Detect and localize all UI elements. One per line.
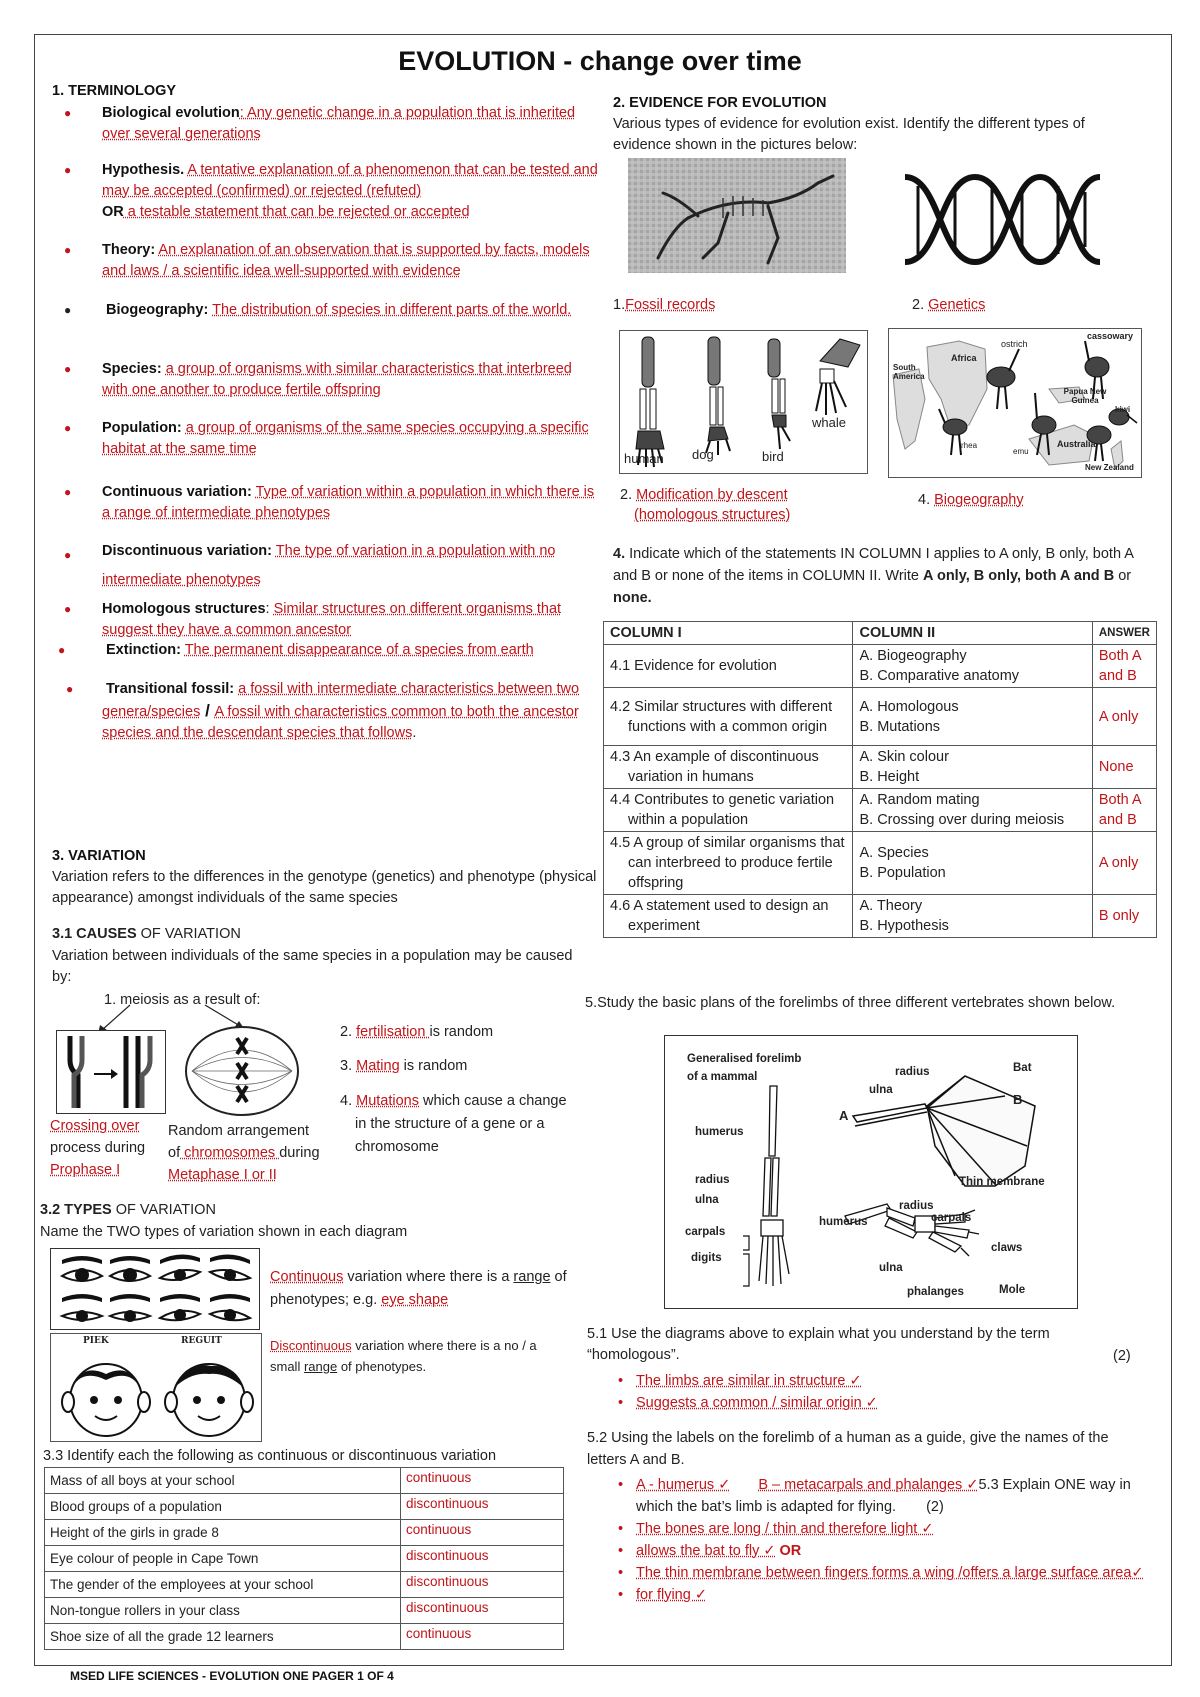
q53-answer: • for flying ✓	[610, 1584, 1150, 1606]
variation-item: Height of the girls in grade 8	[45, 1520, 401, 1546]
answer-cell: B only	[1092, 895, 1156, 938]
cause-fertilisation: 2. fertilisation is random	[340, 1024, 494, 1040]
column1-statement: 4.4 Contributes to genetic variation within a population	[610, 792, 835, 828]
option-a: A. Theory	[859, 898, 923, 914]
variation-item: Non-tongue rollers in your class	[45, 1598, 401, 1624]
q51-marks: (2)	[1113, 1348, 1131, 1364]
option-a: A. Skin colour	[859, 749, 949, 765]
piek-label: PIEK	[83, 1336, 109, 1346]
term-biogeography: ● Biogeography: The distribution of species in different parts of the world.	[60, 300, 600, 321]
label-south-america: South America	[893, 363, 925, 381]
bullet-icon: ●	[64, 106, 72, 120]
term-homologous-structures: ● Homologous structures: Similar structures on different organisms that suggest they have a common ancestor	[64, 601, 562, 638]
label-mole-carpals: carpals	[931, 1212, 972, 1224]
faces-icon	[51, 1334, 261, 1441]
label-radius: radius	[695, 1174, 730, 1186]
table-row	[45, 1572, 564, 1598]
option-a: A. Homologous	[859, 698, 959, 715]
terminology-heading: 1. TERMINOLOGY	[52, 83, 177, 99]
label-mole: Mole	[999, 1284, 1026, 1296]
ear-lobes-diagram	[50, 1333, 262, 1442]
label-new-zealand: New Zealand	[1085, 463, 1134, 472]
col1-header: COLUMN I	[604, 622, 853, 645]
term-continuous-variation: ● Continuous variation: Type of variation within a population in which there is a range of intermediate phenotypes	[64, 484, 595, 521]
crossing-over-diagram	[56, 1030, 166, 1114]
variation-table	[44, 1467, 564, 1650]
label-b: B	[1013, 1092, 1023, 1107]
variation-answer: discontinuous	[401, 1546, 564, 1572]
variation-item: Blood groups of a population	[45, 1494, 401, 1520]
page-footer: MSED LIFE SCIENCES - EVOLUTION ONE PAGER 1 OF 4	[70, 1669, 394, 1683]
table-row	[45, 1468, 564, 1494]
label-thin-membrane: Thin membrane	[959, 1176, 1045, 1188]
option-b: B. Comparative anatomy	[859, 668, 1020, 684]
cause-mutations: 4. Mutations which cause a change in the structure of a gene or a chromosome	[340, 1093, 567, 1155]
variation-answer: discontinuous	[401, 1598, 564, 1624]
table-row	[604, 789, 1157, 832]
label-ostrich: ostrich	[1001, 339, 1028, 349]
bullet-icon: ●	[64, 243, 72, 257]
option-b: B. Mutations	[859, 718, 941, 735]
term-species: ● Species: a group of organisms with similar characteristics that interbreed with one another to produce fertile offspring	[64, 361, 572, 398]
label-whale: whale	[812, 415, 846, 430]
bullet-icon: ●	[64, 602, 72, 616]
col2-header: COLUMN II	[853, 622, 1092, 645]
term-transitional-fossil: ● Transitional fossil: a fossil with intermediate characteristics between two genera/species / A fossil with characteristics common to both the ancestor species and the descendant species that follows.	[66, 681, 580, 741]
label-kiwi: kiwi	[1115, 405, 1131, 414]
label-mole-radius: radius	[899, 1200, 934, 1212]
types-intro: Name the TWO types of variation shown in each diagram	[40, 1224, 408, 1240]
label-emu: emu	[1013, 447, 1029, 456]
variation-answer: continuous	[401, 1520, 564, 1546]
variation-intro: Variation refers to the differences in the genotype (genetics) and phenotype (physical appearance) amongst individuals of the same species	[52, 869, 597, 906]
answer-cell: A only	[1092, 832, 1156, 895]
column1-statement: 4.3 An example of discontinuous variation in humans	[610, 749, 819, 785]
cause-meiosis: 1. meiosis as a result of:	[104, 992, 261, 1008]
label-bat: Bat	[1013, 1062, 1032, 1074]
option-a: A. Species	[859, 845, 929, 861]
q52-question: 5.2 Using the labels on the forelimb of a human as a guide, give the names of the letters A and B.	[587, 1430, 1109, 1468]
table-row	[45, 1546, 564, 1572]
variation-item: Eye colour of people in Cape Town	[45, 1546, 401, 1572]
label-mole-ulna: ulna	[879, 1262, 903, 1274]
q51-question: 5.1 Use the diagrams above to explain what you understand by the term “homologous”.	[587, 1326, 1050, 1363]
evidence-intro: Various types of evidence for evolution exist. Identify the different types of evidence shown in the pictures below:	[613, 116, 1085, 153]
label-ulna: ulna	[695, 1194, 719, 1206]
bullet-icon: ●	[58, 643, 66, 657]
variation-answer: discontinuous	[401, 1494, 564, 1520]
option-b: B. Height	[859, 769, 920, 785]
table-row	[45, 1494, 564, 1520]
causes-intro: Variation between individuals of the same species in a population may be caused by:	[52, 948, 573, 985]
bullet-icon: ●	[64, 303, 72, 317]
discontinuous-answer: Discontinuous variation where there is a no / a small range of phenotypes.	[270, 1338, 537, 1374]
homologous-limbs-image	[619, 330, 868, 474]
variation-item: Shoe size of all the grade 12 learners	[45, 1624, 401, 1650]
metaphase-cell-diagram	[182, 1024, 302, 1118]
reguit-label: REGUIT	[181, 1336, 222, 1346]
label-mole-humerus: humerus	[819, 1216, 868, 1228]
table-row	[604, 895, 1157, 938]
q53-answer: • The thin membrane between fingers forms a wing /offers a large surface area✓	[610, 1562, 1150, 1584]
forelimb-figure	[664, 1035, 1078, 1309]
q51-answers	[610, 1370, 1130, 1414]
label-carpals: carpals	[685, 1226, 726, 1238]
answer-header: ANSWER	[1092, 622, 1156, 645]
answer-cell: A only	[1092, 688, 1156, 746]
fig1-caption: 1.Fossil records	[613, 297, 716, 313]
label-humerus: humerus	[695, 1126, 744, 1138]
bullet-icon: ●	[64, 362, 72, 376]
label-dog: dog	[692, 447, 714, 462]
variation-answer: continuous	[401, 1624, 564, 1650]
q52-answer: • A - humerus ✓ B – metacarpals and phalanges ✓5.3 Explain ONE way in which the bat’s limb is adapted for flying. (2)	[610, 1474, 1150, 1518]
dna-helix-image	[900, 172, 1105, 267]
option-a: A. Biogeography	[859, 648, 967, 664]
q52-q53-answers	[610, 1474, 1150, 1606]
label-rhea: rhea	[961, 441, 978, 450]
answer-cell: Both A and B	[1092, 645, 1156, 688]
fig2-caption: 2. Genetics	[912, 297, 986, 313]
answer-cell: None	[1092, 746, 1156, 789]
random-arrangement-caption: Random arrangement of chromosomes during Metaphase I or II	[168, 1123, 320, 1183]
column1-statement: 4.6 A statement used to design an experiment	[610, 898, 829, 934]
variation-answer: discontinuous	[401, 1572, 564, 1598]
q53-answer: • The bones are long / thin and therefore light ✓	[610, 1518, 1150, 1540]
q4-instructions: 4. Indicate which of the statements IN COLUMN I applies to A only, B only, both A and B or none of the items in COLUMN II. Write A only, B only, both A and B or none.	[613, 546, 1134, 606]
term-extinction: ● Extinction: The permanent disappearance of a species from earth	[54, 640, 594, 661]
variation-item: The gender of the employees at your school	[45, 1572, 401, 1598]
label-papua-new-guinea: Papua New Guinea	[1063, 387, 1107, 405]
option-b: B. Crossing over during meiosis	[859, 812, 1065, 828]
term-discontinuous-variation: ● Discontinuous variation: The type of variation in a population with no intermediate phenotypes	[64, 543, 556, 588]
bullet-icon: ●	[64, 163, 72, 177]
variation-heading: 3. VARIATION	[52, 848, 146, 864]
crossing-over-caption: Crossing over process during Prophase I	[50, 1118, 146, 1178]
column1-statement: 4.1 Evidence for evolution	[610, 658, 777, 674]
fig3-caption: 2. Modification by descent (homologous structures)	[620, 487, 791, 523]
answer-cell: Both A and B	[1092, 789, 1156, 832]
table-row	[45, 1520, 564, 1546]
label-bat-radius: radius	[895, 1066, 930, 1078]
table-row	[45, 1598, 564, 1624]
identify-heading: 3.3 Identify each the following as continuous or discontinuous variation	[43, 1448, 497, 1464]
evidence-heading: 2. EVIDENCE FOR EVOLUTION	[613, 95, 827, 111]
table-row	[604, 832, 1157, 895]
table-row	[45, 1624, 564, 1650]
cause-mating: 3. Mating is random	[340, 1058, 468, 1074]
label-australia: Australia	[1057, 439, 1096, 449]
column1-statement: 4.5 A group of similar organisms that can interbreed to produce fertile offspring	[610, 835, 845, 891]
label-bird: bird	[762, 449, 784, 464]
q5-intro: 5.Study the basic plans of the forelimbs of three different vertebrates shown below.	[585, 995, 1116, 1011]
label-claws: claws	[991, 1242, 1023, 1254]
table-row	[604, 688, 1157, 746]
term-theory: ● Theory: An explanation of an observation that is supported by facts, models and laws / a scientific idea well-supported with evidence	[64, 242, 590, 279]
label-phalanges: phalanges	[907, 1286, 964, 1298]
table-row	[604, 746, 1157, 789]
label-cassowary: cassowary	[1087, 331, 1134, 341]
term-population: ● Population: a group of organisms of the same species occupying a specific habitat at the same time	[64, 420, 589, 457]
bullet-icon: ●	[64, 421, 72, 435]
option-b: B. Hypothesis	[859, 918, 949, 934]
label-bat-ulna: ulna	[869, 1084, 893, 1096]
bullet-icon: ●	[66, 682, 74, 696]
term-biological-evolution: ● Biological evolution: Any genetic change in a population that is inherited over several generations	[64, 105, 576, 142]
q51-answer: • The limbs are similar in structure ✓	[610, 1370, 1130, 1392]
q4-table	[603, 621, 1157, 938]
fossil-image	[628, 158, 846, 273]
q51-answer: • Suggests a common / similar origin ✓	[610, 1392, 1130, 1414]
label-digits: digits	[691, 1252, 722, 1264]
table-row	[604, 645, 1157, 688]
q53-answer: • allows the bat to fly ✓ OR	[610, 1540, 1150, 1562]
continuous-answer: Continuous variation where there is a range of phenotypes; e.g. eye shape	[270, 1269, 567, 1308]
bullet-icon: ●	[64, 548, 72, 562]
types-heading: 3.2 TYPES OF VARIATION	[40, 1202, 216, 1218]
fig-title: Generalised forelimb of a mammal	[687, 1053, 802, 1083]
label-africa: Africa	[951, 353, 977, 363]
biogeography-map-image	[888, 328, 1142, 478]
option-b: B. Population	[859, 865, 946, 881]
term-hypothesis: ● Hypothesis. A tentative explanation of a phenomenon that can be tested and may be accepted (confirmed) or rejected (refuted) OR a testable statement that can be rejected or accepted	[64, 162, 598, 220]
label-human: human	[624, 451, 664, 466]
option-a: A. Random mating	[859, 792, 980, 808]
fig4-caption: 4. Biogeography	[918, 492, 1024, 508]
causes-heading: 3.1 CAUSES OF VARIATION	[52, 926, 241, 942]
column1-statement: 4.2 Similar structures with different functions with a common origin	[610, 698, 833, 735]
variation-item: Mass of all boys at your school	[45, 1468, 401, 1494]
eye-shapes-diagram	[50, 1248, 260, 1330]
page-title: EVOLUTION - change over time	[398, 46, 802, 76]
variation-answer: continuous	[401, 1468, 564, 1494]
bullet-icon: ●	[64, 485, 72, 499]
label-a: A	[839, 1108, 849, 1123]
